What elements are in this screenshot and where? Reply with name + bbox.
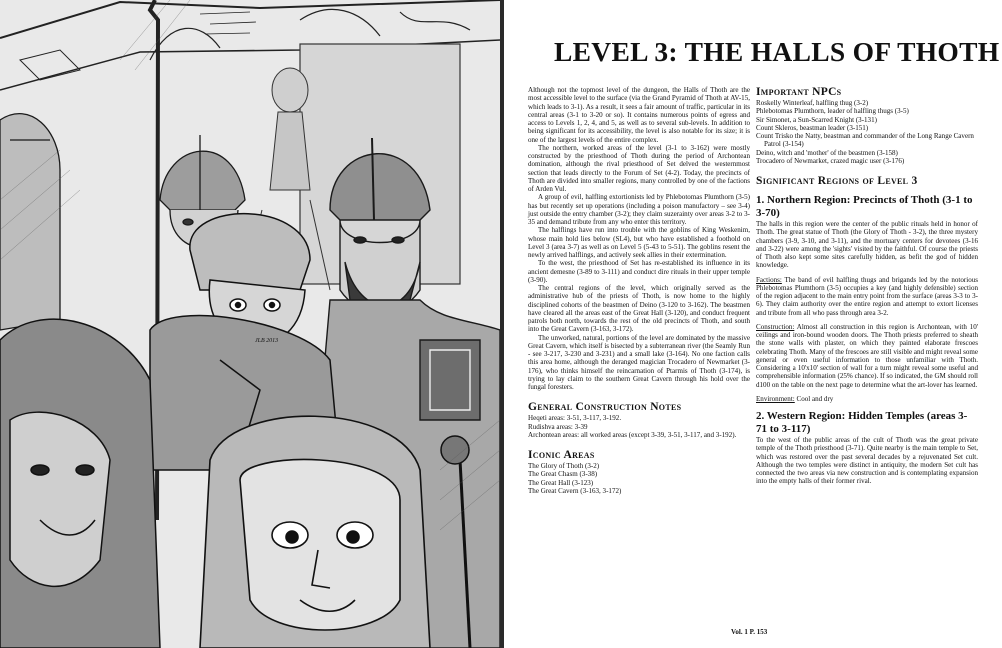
western-region-heading: 2. Western Region: Hidden Temples (areas 3-71 to 3-117)	[756, 410, 968, 435]
npc-item: Roskelly Winterleaf, halfling thug (3-2)	[756, 99, 869, 107]
right-column	[756, 86, 978, 486]
intro-paragraph: The central regions of the level, which originally served as the administrative hub of the priests of Thoth, is now home to the highly disciplined cohorts of the beastmen of Deino (3-120 to 3-162). The beastmen have cleared all the areas east of the Great Hall (3-120), and conduct frequent patrols both north, towards the rest of the old precincts of Thoth, and south into the Great Cavern (3-163, 3-172).	[528, 284, 750, 334]
warrior-foreground-left	[0, 319, 160, 648]
page-number: Vol. 1 P. 153	[731, 628, 768, 636]
text-page	[504, 0, 1002, 648]
construction-label: Construction:	[756, 322, 795, 331]
iconic-areas-list	[528, 462, 750, 495]
intro-paragraph: The northern, worked areas of the level (3-1 to 3-162) were mostly constructed by the priesthood of Thoth during the period of Archontean domination, although the rival priesthood of Set delved the westernmost section that leads directly to the Forum of Set (4-2). Today, the precincts of Thoth are divided into smaller regions, many controlled by one of the factions of Arden Vul.	[528, 143, 750, 193]
warrior-left	[0, 114, 60, 330]
factions-label: Factions:	[756, 275, 782, 284]
northern-region-intro: The halls in this region were the center of the public rituals held in honor of Thoth. The great statue of Thoth (the Glory of Thoth - 3-2), the three mystery chambers (3-9, 3-10, and 3-11), and the mortuary centers for devotees (3-16 and 3-22) were among the 'sights' visited by the faithful. Of course the priests of Thoth also kept some sites carefully hidden, as befit the god of hidden knowledge.	[756, 220, 978, 270]
npc-item: Sir Simonet, a Sun-Scarred Knight (3-131)	[756, 115, 877, 124]
intro-paragraph: A group of evil, halfling extortionists led by Phlebotomas Plumthorn (3-5) has but recently set up operations (including a poison manufactory – see 3-4) just outside the entry chamber (3-2); they claim suzerainty over areas 3-2 to 3-35 and demand tribute from any who enter this territory.	[528, 193, 750, 226]
npc-item: Trocadero of Newmarket, crazed magic user (3-176)	[756, 156, 905, 165]
list-item: Heqeti areas: 3-51, 3-117, 3-192.	[528, 414, 622, 423]
intro-paragraph: To the west, the priesthood of Set has re-established its influence in its ancient demesne (3-89 to 3-111) and conduct dire rituals in their upper temple (3-90).	[528, 259, 750, 284]
construction-paragraph	[756, 323, 978, 389]
environment-paragraph	[756, 395, 978, 403]
npc-item: Count Trisko the Natty, beastman and commander of the Long Range Cavern Patrol (3-154)	[756, 132, 974, 149]
front-figure	[200, 416, 430, 648]
npc-item: Phlebotomas Plumthorn, leader of halfling thugs (3-5)	[756, 107, 909, 116]
warriors-illustration	[0, 0, 500, 648]
environment-text: Cool and dry	[794, 394, 834, 403]
list-item: Rudishva areas: 3-39	[528, 422, 588, 431]
construction-text: Almost all construction in this region is Archontean, with 10' ceilings and iron-bound wooden doors. The Thoth priests preferred to sheath the stone walls with plaster, on which they painted elaborate frescoes celebrating Thoth. Many of the frescoes are still visible and might reveal some general or even useful information to those unfamiliar with Thoth. Considering a 10'x10' section of wall for a turn might reveal some useful and comprehensible information (25% chance). If so indicated, the GM should roll d100 on the table on the next page to determine what the art-lover has learned.	[756, 322, 978, 389]
npc-list	[756, 99, 978, 165]
page-title: LEVEL 3: THE HALLS OF THOTH	[554, 36, 1000, 67]
factions-paragraph	[756, 276, 978, 317]
factions-text: The band of evil halfling thugs and brigands led by the notorious Phlebotomas Plumthorn (3-5) occupies a key (and highly defensible) section of the region adjacent to the main entry point from the surface (areas 3-3 to 3-6). They claim authority over the entire region and attempt to extort licenses and tribute from all who pass through area 3-2.	[756, 275, 978, 317]
list-item: Archontean areas: all worked areas (except 3-39, 3-51, 3-117, and 3-192).	[528, 430, 737, 439]
left-column	[528, 86, 750, 495]
npc-item: Count Skleros, beastman leader (3-151)	[756, 123, 869, 132]
construction-notes-list	[528, 414, 750, 439]
western-region-intro: To the west of the public areas of the cult of Thoth was the great private temple of the Thoth priesthood (3-71). Quite nearby is the main temple to Set, which was restored over the past several decades by a rejuvenated Set cult. Although the two temples were distinct in antiquity, the modern Set cult has connected the two areas via new construction and is contemplating expansion into the empty halls of their former rival.	[756, 436, 978, 486]
important-npcs-heading: Important NPCs	[756, 86, 842, 98]
environment-label: Environment:	[756, 394, 795, 403]
intro-paragraph: The unworked, natural, portions of the level are dominated by the massive Great Cavern, which itself is bisected by a subterranean river (the Seamly Run - see 3-217, 3-230 and 3-231) and a small lake (3-164). No one faction calls this area home, although the deranged magician Trocadero of Newmarket (3-176), who thinks himself the reincarnation of Ptarmis of Thoth (3-174), is trying to lay claim to the southern Great Cavern through his hold over the fungal foresters.	[528, 333, 750, 391]
intro-paragraph: The halflings have run into trouble with the goblins of King Weskenim, whose main hold lies below (SL4), but who have established a foothold on Level 3 (area 3-7) as well as on Level 5 (5-43 to 5-51). The goblins resent the newly arrived halflings, and actively seek allies in their extermination.	[528, 226, 750, 259]
list-item: The Great Chasm (3-38)	[528, 470, 598, 479]
construction-notes-heading: General Construction Notes	[528, 401, 682, 414]
artist-signature: JLB 2013	[255, 338, 279, 344]
illustration-panel	[0, 0, 500, 648]
npc-item: Deino, witch and 'mother' of the beastmen (3-158)	[756, 148, 898, 157]
northern-region-heading: 1. Northern Region: Precincts of Thoth (3-1 to 3-70)	[756, 194, 973, 219]
list-item: The Great Cavern (3-163, 3-172)	[528, 486, 622, 495]
list-item: The Great Hall (3-123)	[528, 478, 594, 487]
iconic-areas-heading: Iconic Areas	[528, 449, 595, 461]
intro-paragraph: Although not the topmost level of the dungeon, the Halls of Thoth are the most accessible level to the surface (via the Grand Pyramid of Thoth at AV-15, which leads to 3-1). As a result, it sees a fair amount of traffic, particular in its central areas (3-1 to 3-20 or so). It contains numerous points of egress and access to Levels 1, 2, 4, and 5, as well as to several sub-levels. In addition to being significant for its accessibility, the level is also notable for its size; it is one of the largest levels of the entire complex.	[528, 86, 750, 144]
significant-regions-heading: Significant Regions of Level 3	[756, 175, 918, 187]
list-item: The Glory of Thoth (3-2)	[528, 462, 600, 470]
